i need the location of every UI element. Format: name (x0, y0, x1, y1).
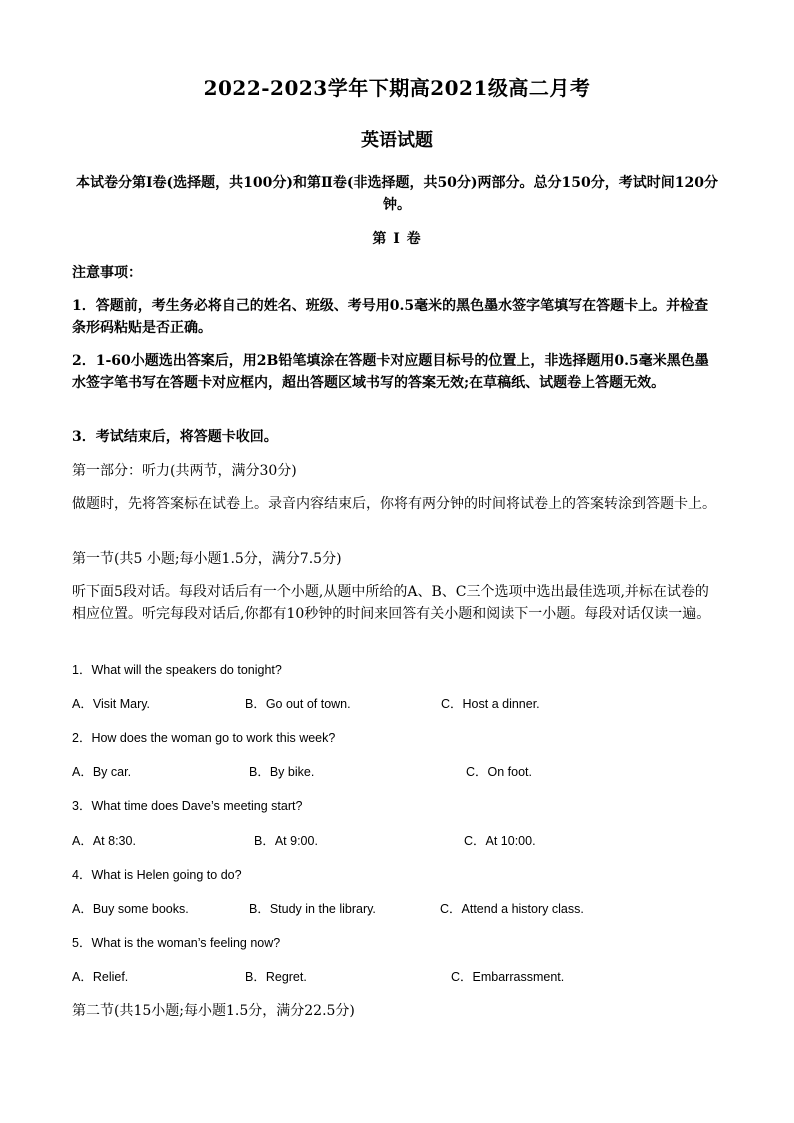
note-item: 3．考试结束后，将答题卡收回。 (72, 429, 278, 445)
question-1: 1．What will the speakers do tonight? (72, 663, 282, 677)
notes-heading: 注意事项： (72, 265, 142, 281)
section1-heading: 第一节(共5 小题;每小题1.5分，满分7.5分) (72, 551, 342, 567)
q1-option-a: A．Visit Mary. (72, 697, 151, 711)
q3-option-c: C．At 10:00. (464, 834, 536, 848)
question-2: 2．How does the woman go to work this week? (72, 731, 336, 745)
q5-option-b: B．Regret. (245, 970, 307, 984)
q2-option-c: C．On foot. (466, 765, 532, 779)
section1-instruction: 听下面5段对话。每段对话后有一个小题,从题中所给的A、B、C三个选项中选出最佳选项,并标在试卷的相应位置。听完每段对话后,你都有10秒钟的时间来回答有关小题和阅读下一小题。每段对话仅读一遍。 (72, 584, 711, 622)
exam-title: 2022-2023学年下期高2021级高二月考 (203, 76, 591, 100)
q1-option-c: C．Host a dinner. (441, 697, 540, 711)
q5-option-a: A．Relief. (72, 970, 129, 984)
question-3: 3．What time does Dave’s meeting start? (72, 799, 303, 813)
q4-option-c: C．Attend a history class. (440, 902, 584, 916)
q2-option-b: B．By bike. (249, 765, 315, 779)
q3-option-a: A．At 8:30. (72, 834, 136, 848)
exam-intro: 本试卷分第Ⅰ卷(选择题，共100分)和第Ⅱ卷(非选择题，共50分)两部分。总分150分，考试时间120分钟。 (76, 175, 718, 213)
question-5: 5．What is the woman’s feeling now? (72, 936, 281, 950)
q4-option-a: A．Buy some books. (72, 902, 189, 916)
q3-option-b: B．At 9:00. (254, 834, 318, 848)
note-item: 1．答题前，考生务必将自己的姓名、班级、考号用0.5毫米的黑色墨水签字笔填写在答题卡上。并检查条形码粘贴是否正确。 (72, 298, 709, 336)
q2-option-a: A．By car. (72, 765, 132, 779)
section2-heading: 第二节(共15小题;每小题1.5分，满分22.5分) (72, 1003, 355, 1019)
q4-option-b: B．Study in the library. (249, 902, 376, 916)
exam-subtitle: 英语试题 (361, 130, 433, 151)
part1-heading: 第一部分：听力(共两节，满分30分) (72, 463, 297, 479)
question-4: 4．What is Helen going to do? (72, 868, 242, 882)
part1-instruction: 做题时，先将答案标在试卷上。录音内容结束后，你将有两分钟的时间将试卷上的答案转涂到答题卡上。 (72, 496, 716, 512)
volume-label: 第 Ⅰ 卷 (372, 231, 422, 247)
q5-option-c: C．Embarrassment. (451, 970, 565, 984)
q1-option-b: B．Go out of town. (245, 697, 351, 711)
note-item: 2．1-60小题选出答案后，用2B铅笔填涂在答题卡对应题目标号的位置上，非选择题用0.5毫米黑色墨水签字笔书写在答题卡对应框内，超出答题区域书写的答案无效;在草稿纸、试题卷上答题无效。 (72, 353, 709, 391)
